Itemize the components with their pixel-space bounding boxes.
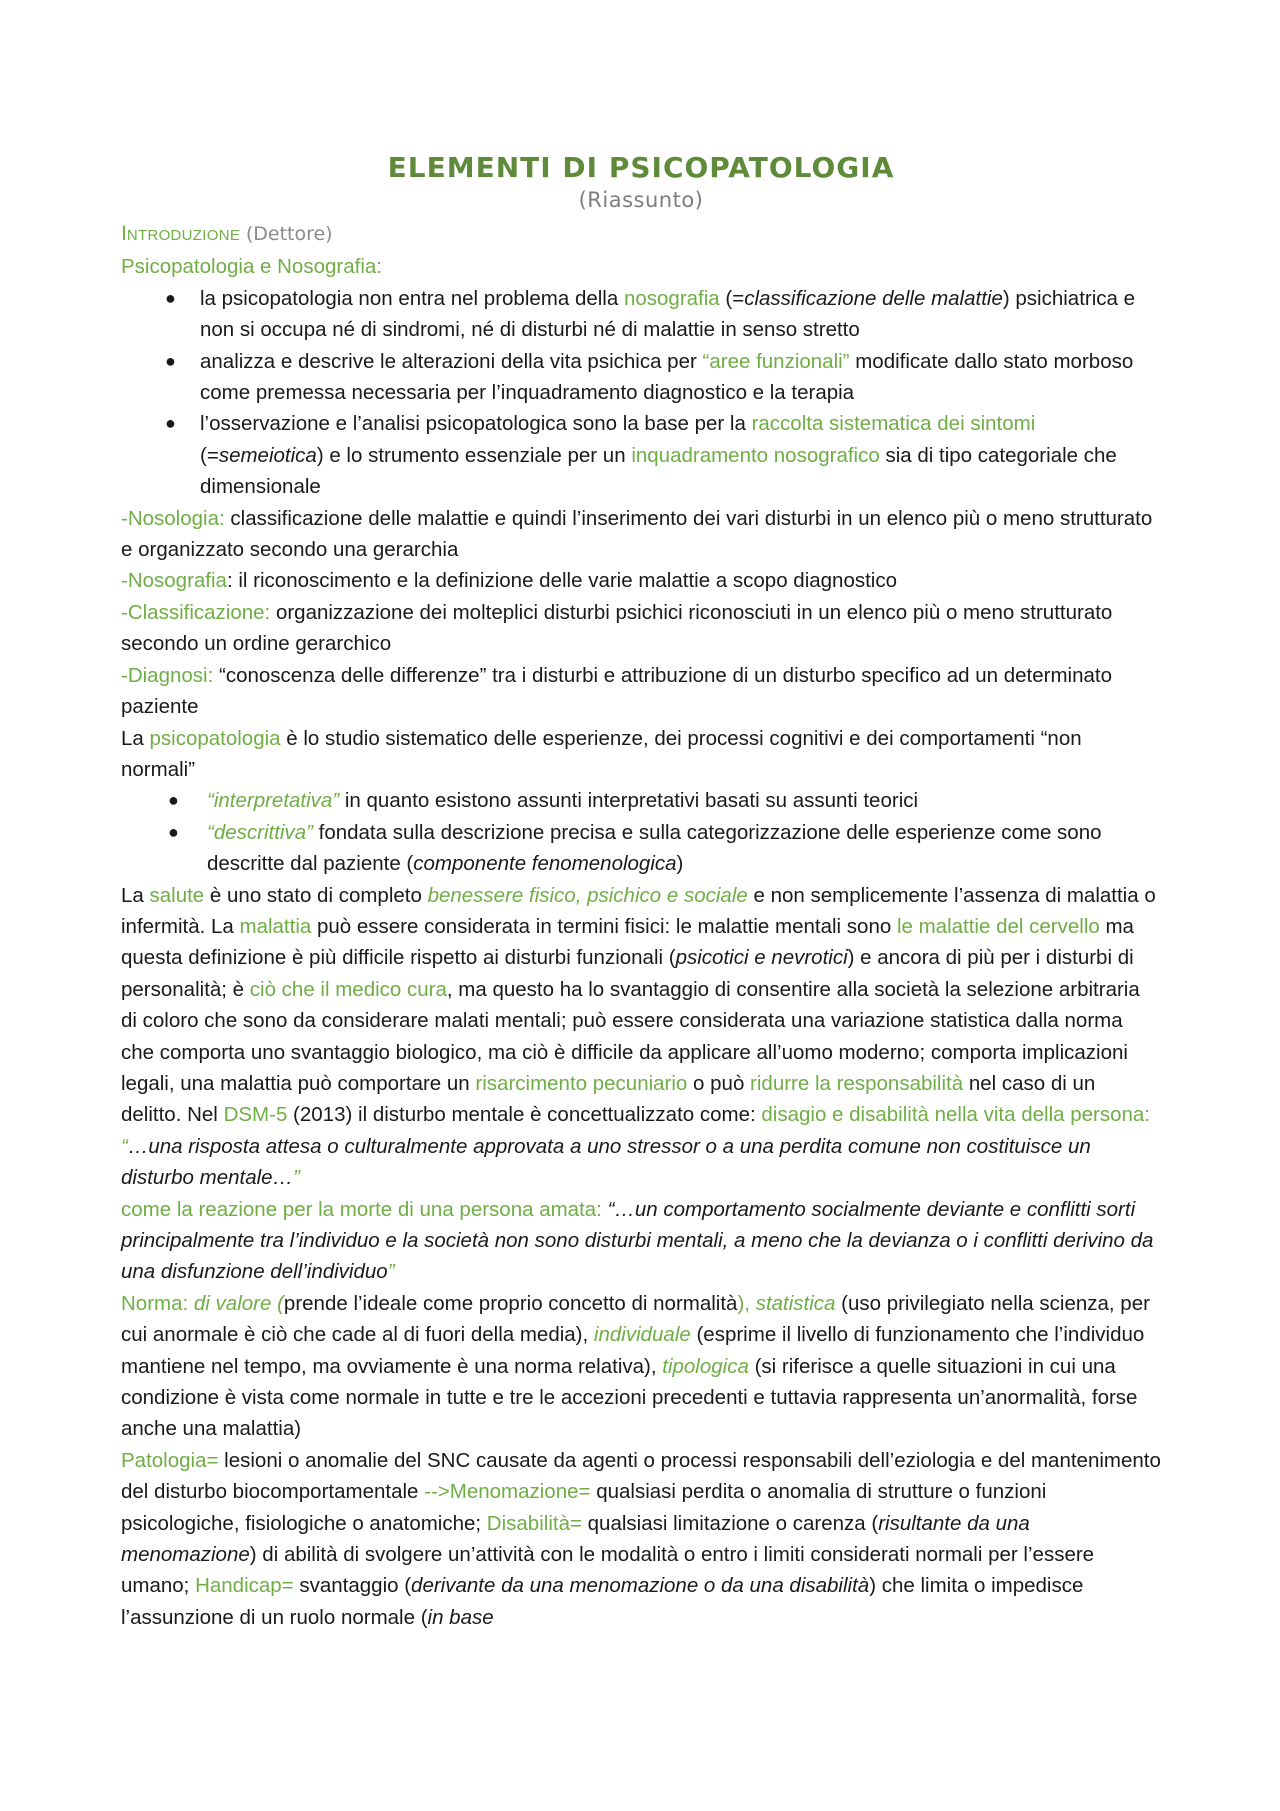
emphasis: derivante da una menomazione o da una disabilità: [411, 1574, 870, 1598]
text: prende l’ideale come proprio concetto di normalità: [283, 1291, 738, 1315]
text: analizza e descrive le alterazioni della vita psichica per: [200, 349, 703, 373]
text: ) e lo strumento essenziale per un: [316, 443, 632, 467]
highlight: ”: [387, 1260, 395, 1284]
text: ): [676, 852, 684, 876]
text: , ma questo ha lo svantaggio di consentire alla società la selezione arbitraria di coloro che sono da considerare malati mentali; può essere considerata una variazione statistica dalla norma che comporta uno svantaggio biologico, ma ciò è difficile da applicare all’uomo moderno; comporta implicazioni legali, una malattia può comportare un: [121, 977, 1140, 1095]
highlight: “: [121, 1134, 128, 1158]
text: (si riferisce a quelle situazioni in cui una condizione è vista come normale in tutte e tre le accezioni precedenti e tuttavia rappresenta un’anormalità, forse anche una malattia): [121, 1354, 1138, 1441]
emphasis: risultante da una menomazione: [121, 1511, 1030, 1567]
highlight: salute: [149, 883, 205, 907]
list-item: [121, 817, 1161, 880]
text: è uno stato di completo: [204, 883, 428, 907]
text: qualsiasi perdita o anomalia di strutture o funzioni psicologiche, fisiologiche o anatomiche;: [121, 1480, 1047, 1535]
highlight: ),: [737, 1291, 756, 1315]
definition-label: -Diagnosi:: [121, 663, 214, 687]
highlight: Disabilità=: [486, 1511, 582, 1535]
text: La: [121, 726, 150, 750]
text: (2013) il disturbo mentale è concettualizzato come:: [287, 1103, 762, 1127]
text: ) psichiatrica e non si occupa né di sindromi, né di disturbi né di malattie in senso stretto: [200, 286, 1136, 342]
highlight: Handicap=: [195, 1574, 294, 1598]
definition-text: classificazione delle malattie e quindi l’inserimento dei vari disturbi in un elenco più o meno strutturato e organizzato secondo una gerarchia: [121, 506, 1153, 562]
list-item: [121, 408, 1161, 502]
highlight: “interpretativa”: [207, 789, 340, 813]
text: in quanto esistono assunti interpretativi basati su assunti teorici: [339, 789, 919, 813]
text: (=: [200, 443, 219, 467]
text: nel caso di un delitto. Nel: [121, 1071, 1096, 1127]
highlight: tipologica: [662, 1354, 749, 1378]
definition-diagnosi: [121, 660, 1161, 723]
highlight: Patologia=: [121, 1448, 219, 1472]
definition-nosologia: [121, 503, 1161, 566]
highlight: statistica: [755, 1291, 836, 1315]
reazione-paragraph: [121, 1194, 1161, 1288]
text: La: [121, 883, 150, 907]
bullet-dot-icon: ●: [168, 790, 179, 811]
bullet-dot-icon: ●: [168, 821, 179, 842]
page-subtitle: (Riassunto): [578, 188, 704, 212]
bullet-dot-icon: ●: [165, 287, 176, 308]
highlight: di valore (: [193, 1291, 284, 1315]
bullet-dot-icon: ●: [165, 350, 176, 371]
text: svantaggio (: [293, 1574, 412, 1598]
text: lesioni o anomalie del SNC causate da agenti o processi responsabili dell’eziologia e del mantenimento del disturbo biocomportamentale: [121, 1448, 1161, 1504]
highlight: risarcimento pecuniario: [475, 1071, 688, 1095]
definition-text: organizzazione dei molteplici disturbi psichici riconosciuti in un elenco più o meno strutturato secondo un ordine gerarchico: [121, 600, 1113, 656]
text: può essere considerata in termini fisici: le malattie mentali sono: [311, 914, 897, 938]
highlight: “descrittiva”: [207, 820, 313, 844]
highlight: Norma:: [121, 1291, 194, 1315]
highlight: le malattie del cervello: [896, 914, 1100, 938]
list-item: [121, 785, 1161, 816]
text: (esprime il livello di funzionamento che l’individuo mantiene nel tempo, ma ovviamente è una norma relativa),: [121, 1323, 1145, 1378]
text: ) che limita o impedisce l’assunzione di un ruolo normale (: [121, 1574, 1084, 1629]
patologia-paragraph: [121, 1445, 1161, 1633]
text: sia di tipo categoriale che dimensionale: [200, 443, 1117, 499]
bullet-list-2: [121, 785, 1161, 879]
highlight: malattia: [239, 914, 312, 938]
highlight: ridurre la responsabilità: [750, 1071, 964, 1095]
bullet-dot-icon: ●: [165, 413, 176, 434]
highlight: inquadramento nosografico: [631, 443, 880, 467]
highlight: ”: [293, 1166, 300, 1190]
definition-classificazione: [121, 597, 1161, 660]
text: o può: [687, 1071, 751, 1095]
definition-label: -Nosologia:: [121, 506, 225, 530]
document-content: [121, 150, 1161, 1633]
intro-label: NTRODUZIONE: [126, 227, 241, 244]
text: la psicopatologia non entra nel problema della: [200, 286, 624, 310]
emphasis: in base: [427, 1605, 494, 1629]
salute-paragraph: [121, 880, 1161, 1194]
highlight: individuale: [593, 1323, 691, 1347]
intro-first-letter: I: [121, 222, 127, 245]
bullet-list-1: [121, 283, 1161, 503]
highlight: come la reazione per la morte di una persona amata:: [121, 1197, 608, 1221]
text: modificate dallo stato morboso come premessa necessaria per l’inquadramento diagnostico e la terapia: [200, 349, 1134, 405]
list-item: [121, 283, 1161, 346]
emphasis: psicotici e nevrotici: [675, 946, 848, 970]
text: qualsiasi limitazione o carenza (: [581, 1511, 879, 1535]
highlight: benessere fisico, psichico e sociale: [427, 883, 748, 907]
norma-paragraph: [121, 1288, 1161, 1445]
intro-author: (Dettore): [245, 223, 333, 245]
text: ) e ancora di più per i disturbi di personalità; è: [121, 946, 1134, 1001]
emphasis: …una risposta attesa o culturalmente approvata a uno stressor o a una perdita comune non costituisce un disturbo mentale…: [121, 1134, 1091, 1190]
text: l’osservazione e l’analisi psicopatologica sono la base per la: [200, 412, 752, 436]
emphasis: componente fenomenologica: [413, 852, 677, 876]
text: (=: [719, 286, 745, 310]
highlight: DSM-5: [223, 1103, 288, 1127]
definition-text: : il riconoscimento e la definizione delle varie malattie a scopo diagnostico: [226, 569, 898, 593]
text: è lo studio sistematico delle esperienze, dei processi cognitivi e dei comportamenti “non normali”: [121, 726, 1082, 781]
highlight: ciò che il medico cura: [249, 977, 447, 1001]
page-title: ELEMENTI DI PSICOPATOLOGIA: [387, 151, 895, 184]
text: ma questa definizione è più difficile rispetto ai disturbi funzionali (: [121, 914, 1134, 970]
text: ) di abilità di svolgere un’attività con le modalità o entro i limiti considerati normali per l’essere umano;: [121, 1543, 1095, 1598]
text: fondata sulla descrizione precisa e sulla categorizzazione delle esperienze come sono descritte dal paziente (: [207, 820, 1102, 876]
text: e non semplicemente l’assenza di malattia o infermità. La: [121, 883, 1156, 938]
highlight: raccolta sistematica dei sintomi: [751, 412, 1036, 436]
definition-nosografia: [121, 565, 1161, 596]
intro-heading: [121, 218, 1161, 251]
emphasis: “…un comportamento socialmente deviante e conflitti sorti principalmente tra l’individuo e la società non sono disturbi mentali, a meno che la devianza o i conflitti derivino da una disfunzione dell’individuo: [121, 1197, 1154, 1284]
highlight: -->Menomazione=: [424, 1480, 591, 1504]
text: (uso privilegiato nella scienza, per cui anormale è ciò che cade al di fuori della media),: [121, 1291, 1150, 1347]
highlight: disagio e disabilità nella vita della persona:: [761, 1103, 1150, 1127]
emphasis: semeiotica: [218, 443, 317, 467]
list-item: [121, 346, 1161, 409]
psicopatologia-paragraph: [121, 723, 1161, 786]
highlight: psicopatologia: [149, 726, 281, 750]
definition-text: “conoscenza delle differenze” tra i disturbi e attribuzione di un disturbo specifico ad un determinato paziente: [121, 663, 1113, 719]
section-heading: Psicopatologia e Nosografia:: [121, 255, 382, 279]
highlight: nosografia: [623, 286, 720, 310]
definition-label: -Nosografia: [121, 569, 227, 593]
definition-label: -Classificazione:: [121, 600, 271, 624]
emphasis: classificazione delle malattie: [744, 286, 1003, 310]
highlight: “aree funzionali”: [702, 349, 850, 373]
